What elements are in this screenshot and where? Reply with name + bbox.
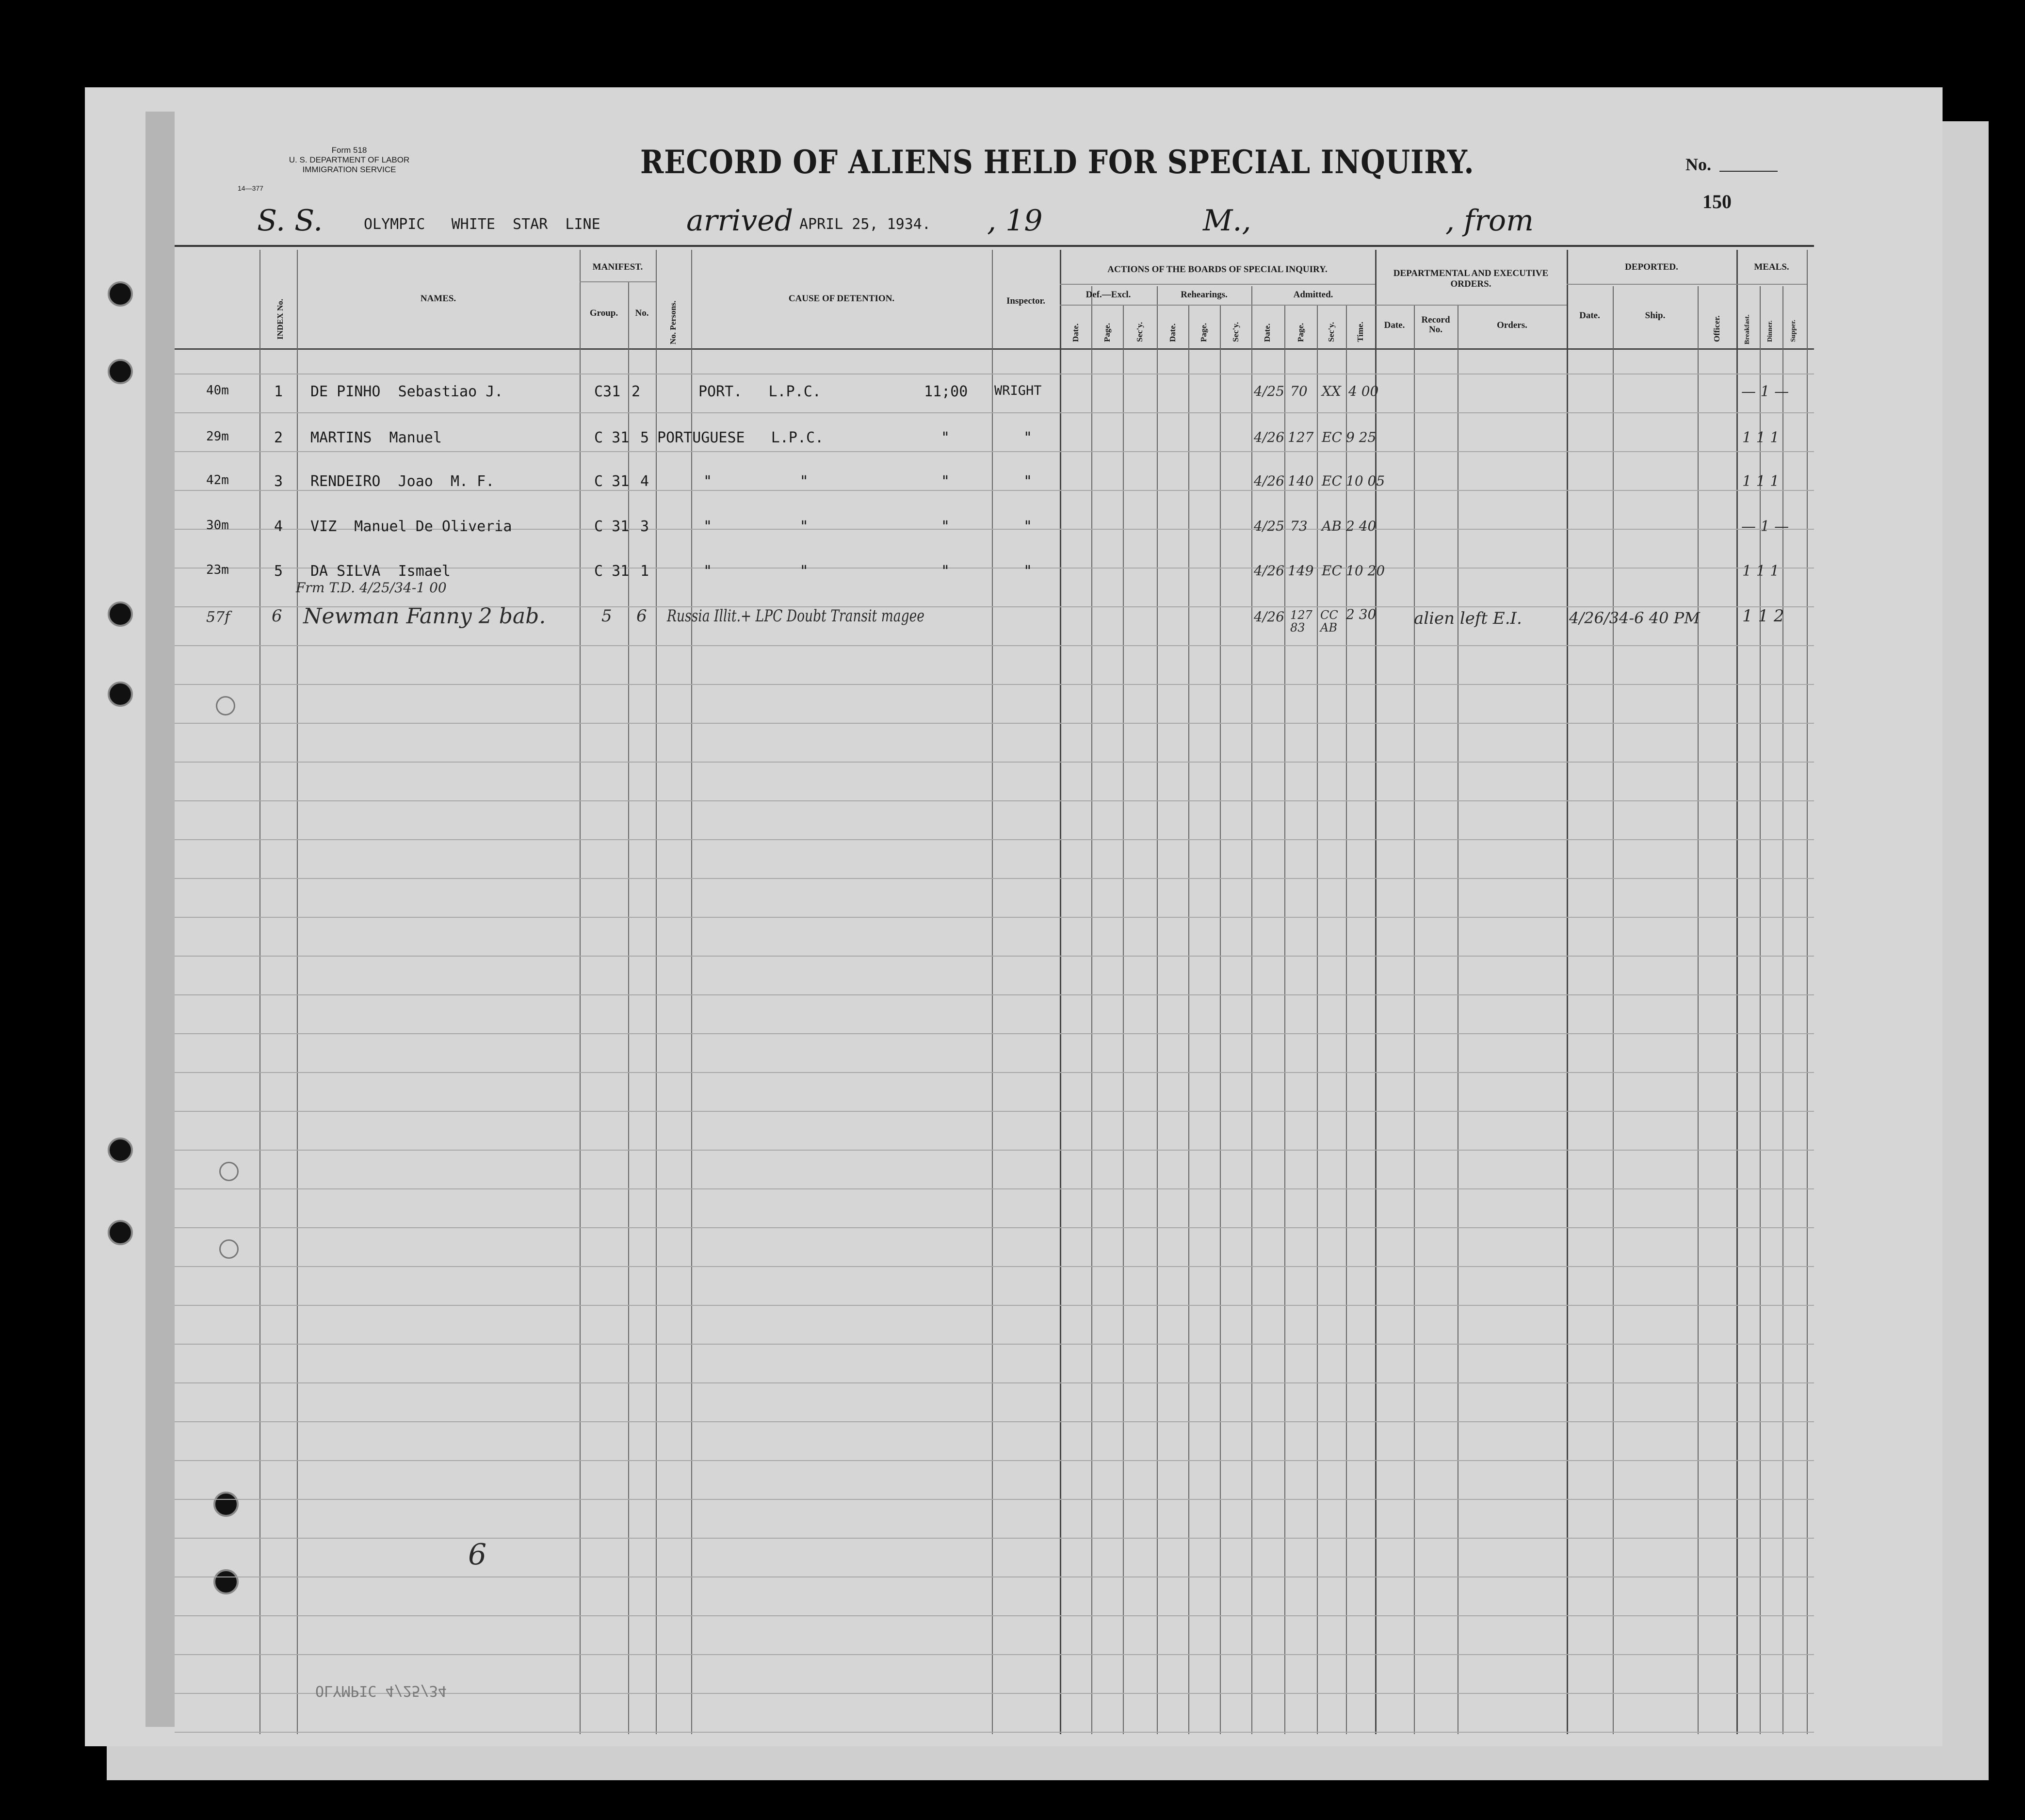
col-divider <box>580 250 581 1734</box>
binder-hole <box>108 682 133 707</box>
row-cause: PORT. L.P.C. <box>698 383 821 400</box>
row-age: 40m <box>206 383 229 398</box>
punch-mark <box>219 1239 239 1259</box>
row-adm-date: 4/26 <box>1254 609 1284 625</box>
punch-mark <box>219 1162 239 1181</box>
row-adm-time: 10 20 <box>1346 563 1385 579</box>
row-meals: 1 1 2 <box>1742 606 1784 626</box>
ruled-line <box>175 917 1814 918</box>
row-group: 5 <box>601 606 612 626</box>
row-manifest-no: 4 <box>640 473 649 490</box>
row-time-held: " <box>941 518 950 535</box>
row-time-held: " <box>941 429 950 446</box>
row-adm-secy: EC <box>1322 473 1342 489</box>
row-age: 30m <box>206 518 229 533</box>
form-service: IMMIGRATION SERVICE <box>302 165 396 174</box>
row-cause: " " <box>703 518 809 535</box>
col-divider <box>992 250 993 1734</box>
row-name: MARTINS Manuel <box>310 429 442 446</box>
ruled-line <box>175 1266 1814 1267</box>
record-no: 150 <box>1702 191 1732 212</box>
ruled-line <box>175 1305 1814 1306</box>
header-sub-rule <box>1060 305 1375 306</box>
row-index: 4 <box>274 518 283 535</box>
header-sub-rule <box>580 281 656 282</box>
header-deported-date: Date. <box>1579 310 1600 321</box>
row-inspector: " <box>1023 429 1033 446</box>
ss-label: S. S. <box>257 204 323 238</box>
col-divider <box>1220 306 1221 1734</box>
ruled-line <box>175 1576 1814 1577</box>
ruled-line <box>175 994 1814 995</box>
punch-mark <box>216 696 235 715</box>
header-sub-rule <box>1736 284 1807 285</box>
header-meals: MEALS. <box>1754 262 1789 272</box>
row-group: C31 <box>594 383 621 400</box>
ruled-line <box>175 878 1814 879</box>
header-secy: Sec'y. <box>1231 322 1240 342</box>
row-group: C 31 <box>594 473 630 490</box>
col-divider <box>1123 306 1124 1734</box>
ruled-line <box>175 645 1814 646</box>
from-label: , from <box>1445 204 1534 238</box>
row-adm-time: 2 30 <box>1346 606 1377 622</box>
col-divider <box>297 250 298 1734</box>
row-time-held: " <box>941 563 950 580</box>
ruled-line <box>175 1421 1814 1422</box>
arrived-label: arrived <box>686 204 794 238</box>
ruled-line <box>175 1150 1814 1151</box>
header-secy: Sec'y. <box>1135 322 1144 342</box>
row-index: 3 <box>274 473 283 490</box>
row-inspector: " <box>1023 518 1033 535</box>
row-adm-secy: EC <box>1322 563 1342 579</box>
row-meals: 1 1 1 <box>1742 473 1780 490</box>
header-rule <box>175 245 1814 247</box>
col-divider <box>691 250 692 1734</box>
header-manifest-no: No. <box>635 308 649 318</box>
row-adm-page: 70 <box>1290 383 1308 399</box>
row-group: C 31 <box>594 429 630 446</box>
row-age: 29m <box>206 429 229 444</box>
header-sub-rule <box>1060 284 1375 285</box>
ruled-line <box>175 1382 1814 1383</box>
col-divider <box>1613 286 1614 1734</box>
ruled-line <box>175 1072 1814 1073</box>
row-group: C 31 <box>594 518 630 535</box>
header-page: Page. <box>1102 323 1112 342</box>
col-divider <box>628 281 629 1734</box>
row-adm-time: 10 05 <box>1346 473 1385 489</box>
row-manifest-no: 5 <box>640 429 649 446</box>
header-inspector: Inspector. <box>1006 296 1046 306</box>
ruled-line <box>175 490 1814 491</box>
row-cause: PORTUGUESE L.P.C. <box>657 429 824 446</box>
year-label: , 19 <box>987 204 1043 238</box>
row-adm-page: 127 <box>1288 429 1314 445</box>
ruled-line <box>175 1460 1814 1461</box>
row-adm-date: 4/25 <box>1254 383 1284 399</box>
header-time: Time. <box>1356 322 1365 342</box>
row-manifest-no: 1 <box>640 563 649 580</box>
ruled-line <box>175 1654 1814 1655</box>
row-adm-secy: AB <box>1322 518 1342 534</box>
header-dept-date: Date. <box>1384 320 1405 330</box>
ruled-line <box>175 839 1814 840</box>
page-title: RECORD OF ALIENS HELD FOR SPECIAL INQUIRY. <box>640 143 1474 181</box>
row-meals: 1 1 1 <box>1742 563 1780 580</box>
bottom-stamp: OLYMPIC 4/25/34 <box>315 1682 447 1699</box>
binder-hole <box>108 1220 133 1245</box>
header-actions: ACTIONS OF THE BOARDS OF SPECIAL INQUIRY. <box>1107 264 1328 275</box>
binding-shadow <box>146 112 175 1727</box>
ruled-line <box>175 1188 1814 1189</box>
binder-hole <box>108 359 133 384</box>
header-dept-orders: DEPARTMENTAL AND EXECUTIVE ORDERS. <box>1393 268 1549 289</box>
col-divider <box>259 250 260 1734</box>
header-index-no: INDEX No. <box>275 298 285 340</box>
row-manifest-no: 6 <box>636 606 647 626</box>
row-group: C 31 <box>594 563 630 580</box>
binder-hole <box>108 601 133 627</box>
header-date: Date. <box>1263 323 1272 342</box>
row-name: DA SILVA Ismael <box>310 563 451 580</box>
col-divider <box>1375 250 1377 1734</box>
row-cause: Russia Illit.+ LPC Doubt Transit magee <box>667 606 924 626</box>
ruled-line <box>175 1499 1814 1500</box>
ruled-line <box>175 451 1814 452</box>
col-divider <box>1060 250 1061 1734</box>
row-adm-secy: EC <box>1322 429 1342 445</box>
binder-hole <box>213 1569 239 1594</box>
row-adm-date: 4/26 <box>1254 473 1284 489</box>
col-divider <box>1284 306 1285 1734</box>
col-divider <box>1782 286 1783 1734</box>
row-name: Newman Fanny 2 bab. <box>303 604 546 629</box>
binder-hole <box>108 1138 133 1163</box>
header-orders: Orders. <box>1497 320 1527 330</box>
header-breakfast: Breakfast. <box>1744 314 1751 344</box>
row-inspector: " <box>1023 563 1033 580</box>
col-divider <box>1091 286 1092 1734</box>
header-page: Page. <box>1199 323 1208 342</box>
row-adm-page: 149 <box>1288 563 1314 579</box>
ruled-line <box>175 1033 1814 1034</box>
form-number: Form 518 <box>331 146 367 155</box>
row-adm-secy: XX <box>1322 383 1341 399</box>
col-divider <box>1157 286 1158 1734</box>
col-divider <box>1736 250 1738 1734</box>
ruled-line <box>175 1615 1814 1616</box>
col-divider <box>656 250 657 1734</box>
ruled-line <box>175 684 1814 685</box>
row-index: 6 <box>272 606 282 626</box>
row-note: Frm T.D. 4/25/34-1 00 <box>296 580 447 596</box>
arrival-date: APRIL 25, 1934. <box>799 216 931 233</box>
ruled-line <box>175 1538 1814 1539</box>
row-inspector: WRIGHT <box>994 383 1042 398</box>
record-no-label: No. <box>1685 155 1711 174</box>
header-bottom-rule <box>175 348 1814 350</box>
row-adm-page: 140 <box>1288 473 1314 489</box>
row-dept-orders: alien left E.I. <box>1414 609 1522 628</box>
row-adm-page: 73 <box>1290 518 1308 534</box>
row-adm-page: 127 83 <box>1290 608 1312 634</box>
header-sub-rule <box>1375 305 1567 306</box>
row-name: VIZ Manuel De Oliveria <box>310 518 512 535</box>
binder-hole <box>108 281 133 307</box>
row-adm-secy: CC AB <box>1320 608 1338 634</box>
header-supper: Supper. <box>1790 320 1797 342</box>
ruled-line <box>175 1732 1814 1733</box>
row-age: 23m <box>206 563 229 577</box>
binder-hole <box>213 1492 239 1517</box>
form-code: 14—377 <box>238 184 263 192</box>
record-no-line <box>1719 171 1778 172</box>
header-secy: Sec'y. <box>1327 322 1336 342</box>
row-age: 57f <box>206 609 230 626</box>
col-divider <box>1251 286 1252 1734</box>
row-time-held: " <box>941 473 950 490</box>
col-divider <box>1567 250 1568 1734</box>
header-names: NAMES. <box>420 293 456 304</box>
col-divider <box>1414 306 1415 1734</box>
header-page: Page. <box>1296 323 1305 342</box>
header-rehearings: Rehearings. <box>1181 290 1228 300</box>
row-adm-date: 4/26 <box>1254 429 1284 445</box>
row-age: 42m <box>206 473 229 488</box>
header-deported-ship: Ship. <box>1645 310 1666 321</box>
header-date: Date. <box>1168 323 1177 342</box>
header-dinner: Dinner. <box>1766 320 1774 342</box>
header-group: Group. <box>589 308 618 318</box>
header-officer: Officer. <box>1712 315 1721 342</box>
header-date: Date. <box>1071 323 1080 342</box>
m-label: M., <box>1203 204 1251 238</box>
row-meals: — 1 — <box>1741 383 1789 400</box>
form-department: U. S. DEPARTMENT OF LABOR <box>289 155 410 164</box>
row-inspector: " <box>1023 473 1033 490</box>
row-adm-date: 4/26 <box>1254 563 1284 579</box>
row-meals: — 1 — <box>1741 518 1789 535</box>
header-sub-rule <box>1567 284 1736 285</box>
row-name: RENDEIRO Joao M. F. <box>310 473 495 490</box>
row-meals: 1 1 1 <box>1742 429 1780 446</box>
header-deported: DEPORTED. <box>1625 262 1678 272</box>
header-cause: CAUSE OF DETENTION. <box>788 293 895 304</box>
header-def-excl: Def.—Excl. <box>1085 290 1131 300</box>
ruled-line <box>175 800 1814 801</box>
col-divider <box>1807 250 1808 1734</box>
col-divider <box>1760 286 1761 1734</box>
ship-name: OLYMPIC WHITE STAR LINE <box>364 216 600 233</box>
row-manifest-no: 3 <box>640 518 649 535</box>
row-time-held: 11;00 <box>924 383 968 400</box>
header-no-persons: No. Persons. <box>668 300 678 344</box>
ruled-line <box>175 1227 1814 1228</box>
ruled-line <box>175 1344 1814 1345</box>
row-name: DE PINHO Sebastiao J. <box>310 383 503 400</box>
header-admitted: Admitted. <box>1293 290 1333 300</box>
row-index: 2 <box>274 429 283 446</box>
row-deported: 4/26/34-6 40 PM <box>1569 609 1700 627</box>
row-cause: " " <box>703 563 809 580</box>
row-cause: " " <box>703 473 809 490</box>
ruled-line <box>175 956 1814 957</box>
ruled-line <box>175 762 1814 763</box>
row-adm-time: 2 40 <box>1346 518 1377 534</box>
total-count: 6 <box>468 1538 487 1572</box>
ruled-line <box>175 723 1814 724</box>
ruled-line <box>175 412 1814 413</box>
header-manifest: MANIFEST. <box>592 262 643 272</box>
col-divider <box>1188 306 1189 1734</box>
row-adm-time: 9 25 <box>1346 429 1377 445</box>
ruled-line <box>175 1111 1814 1112</box>
row-manifest-no: 2 <box>632 383 641 400</box>
row-index: 5 <box>274 563 283 580</box>
row-index: 1 <box>274 383 283 400</box>
row-adm-date: 4/25 <box>1254 518 1284 534</box>
row-adm-time: 4 00 <box>1348 383 1379 399</box>
form-header <box>272 146 427 175</box>
col-divider <box>1698 286 1699 1734</box>
header-record-no: Record No. <box>1421 315 1450 335</box>
col-divider <box>1317 306 1318 1734</box>
